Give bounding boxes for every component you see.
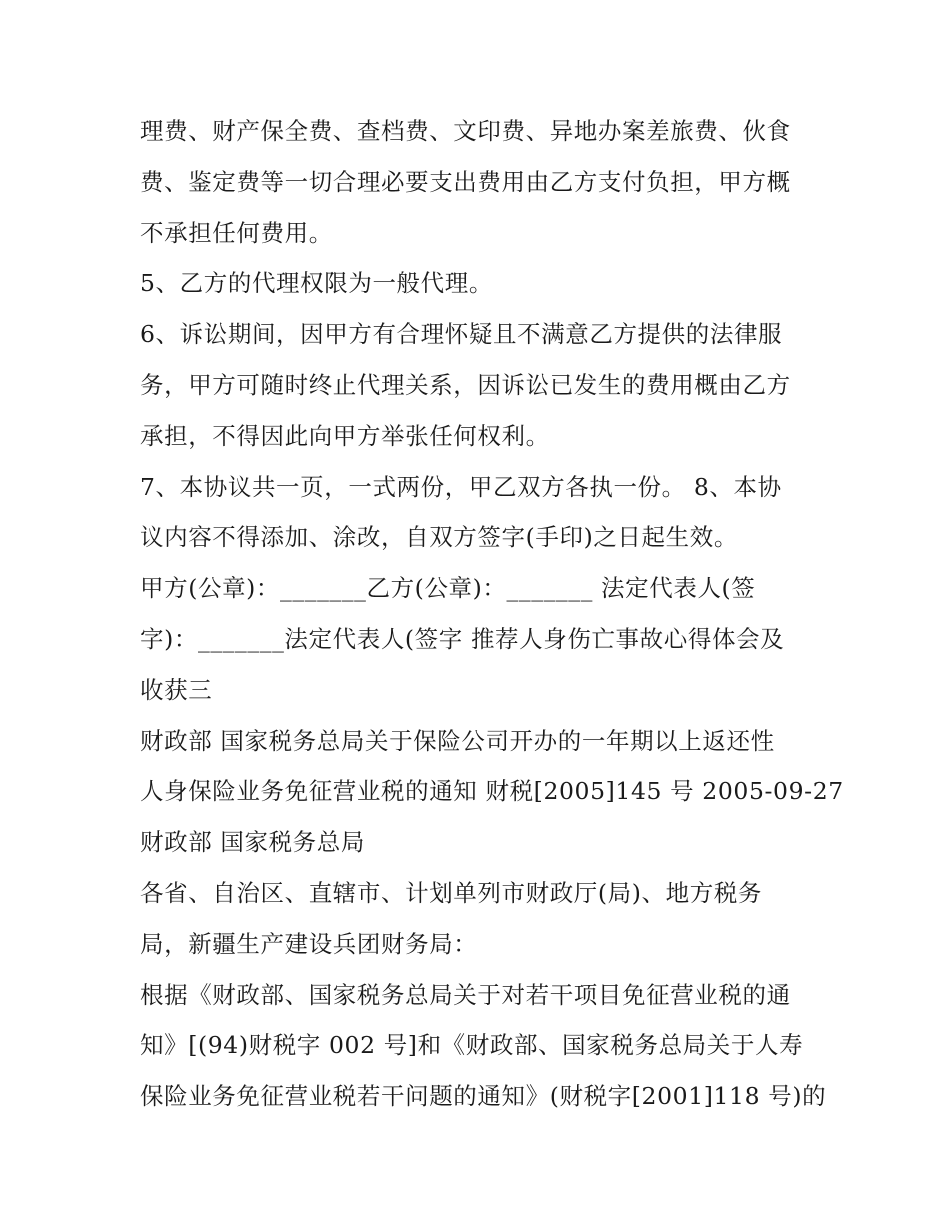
- issuer: 财政部 国家税务总局: [140, 828, 365, 857]
- notice-title: 财政部 国家税务总局关于保险公司开办的一年期以上返还性: [140, 726, 775, 755]
- text-line: 议内容不得添加、涂改，自双方签字(手印)之日起生效。: [140, 523, 738, 552]
- text-line: 承担，不得因此向甲方举张任何权利。: [140, 421, 550, 450]
- body-text: 知》[(94)财税字 002 号]和《财政部、国家税务总局关于人寿: [140, 1031, 804, 1060]
- text-line: 务，甲方可随时终止代理关系，因诉讼已发生的费用概由乙方: [140, 370, 791, 399]
- section-heading: 收获三: [140, 675, 213, 704]
- clause-5: 5、乙方的代理权限为一般代理。: [140, 269, 493, 298]
- notice-title: 人身保险业务免征营业税的通知 财税[2005]145 号 2005-09-27: [140, 777, 844, 806]
- addressee: 各省、自治区、直辖市、计划单列市财政厅(局)、地方税务: [140, 878, 763, 907]
- body-text: 保险业务免征营业税若干问题的通知》(财税字[2001]118 号)的: [140, 1082, 827, 1111]
- text-line: 费、鉴定费等一切合理必要支出费用由乙方支付负担，甲方概: [140, 167, 791, 196]
- clause-6: 6、诉讼期间，因甲方有合理怀疑且不满意乙方提供的法律服: [140, 320, 783, 349]
- text-line: 不承担任何费用。: [140, 218, 333, 247]
- text-line: 理费、财产保全费、查档费、文印费、异地办案差旅费、伙食: [140, 117, 791, 145]
- body-text: 根据《财政部、国家税务总局关于对若干项目免征营业税的通: [140, 980, 791, 1009]
- document-body: [140, 106, 844, 1122]
- clause-7: 7、本协议共一页，一式两份，甲乙双方各执一份。 8、本协: [140, 472, 782, 501]
- addressee: 局，新疆生产建设兵团财务局：: [140, 929, 478, 958]
- signature-line: 甲方(公章)：_______乙方(公章)：_______ 法定代表人(签: [140, 574, 756, 603]
- signature-line: 字)：_______法定代表人(签字 推荐人身伤亡事故心得体会及: [140, 624, 785, 653]
